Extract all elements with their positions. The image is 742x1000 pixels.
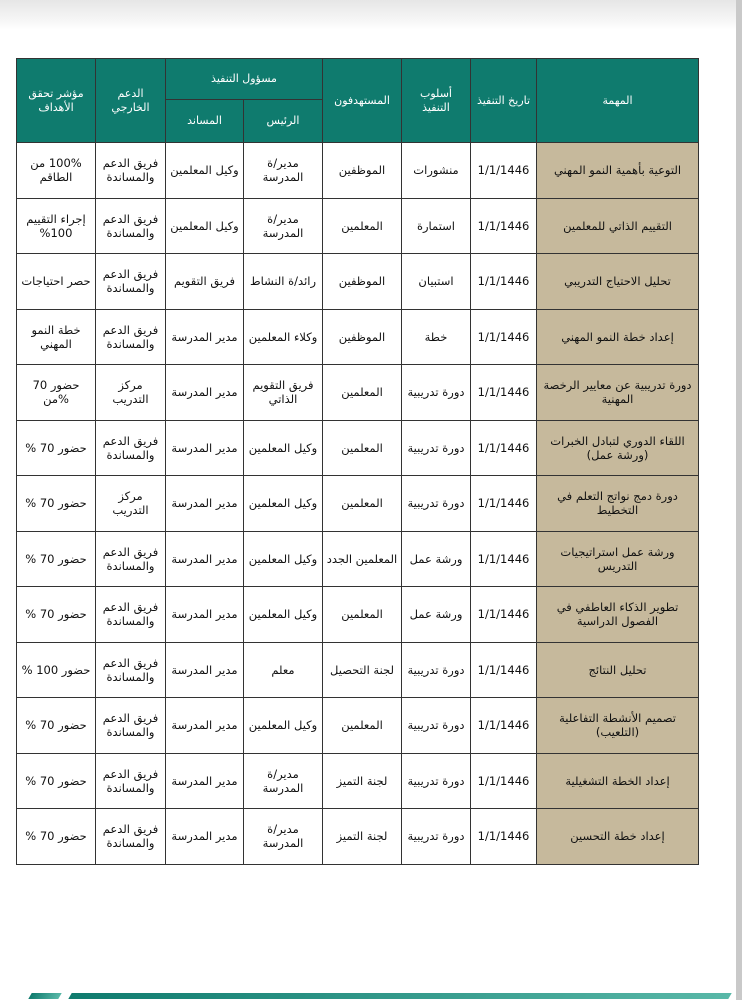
- method-cell: ورشة عمل: [402, 531, 471, 587]
- beneficiaries-cell: المعلمين: [323, 198, 402, 254]
- support-cell: فريق الدعم والمساندة: [96, 809, 166, 865]
- beneficiaries-cell: الموظفين: [323, 309, 402, 365]
- header-assistant: المساند: [166, 100, 244, 143]
- main-responsible-cell: وكيل المعلمين: [244, 420, 323, 476]
- support-cell: مركز التدريب: [96, 365, 166, 421]
- header-date: تاريخ التنفيذ: [471, 59, 537, 143]
- task-cell: التقييم الذاتي للمعلمين: [537, 198, 699, 254]
- beneficiaries-cell: لجنة التحصيل: [323, 642, 402, 698]
- task-cell: تصميم الأنشطة التفاعلية (التلعيب): [537, 698, 699, 754]
- date-cell: 1/1/1446: [471, 642, 537, 698]
- task-cell: إعداد خطة النمو المهني: [537, 309, 699, 365]
- date-cell: 1/1/1446: [471, 254, 537, 310]
- method-cell: خطة: [402, 309, 471, 365]
- beneficiaries-cell: المعلمين: [323, 365, 402, 421]
- header-indicator: مؤشر تحقق الأهداف: [17, 59, 96, 143]
- method-cell: دورة تدريبية: [402, 420, 471, 476]
- table-row: [17, 254, 699, 310]
- main-responsible-cell: معلم: [244, 642, 323, 698]
- method-cell: دورة تدريبية: [402, 809, 471, 865]
- beneficiaries-cell: المعلمين: [323, 476, 402, 532]
- task-cell: ورشة عمل استراتيجيات التدريس: [537, 531, 699, 587]
- main-responsible-cell: وكلاء المعلمين: [244, 309, 323, 365]
- date-cell: 1/1/1446: [471, 753, 537, 809]
- method-cell: دورة تدريبية: [402, 476, 471, 532]
- header-method: أسلوب التنفيذ: [402, 59, 471, 143]
- footer-decoration: [0, 990, 742, 1000]
- indicator-cell: حضور 70 %: [17, 531, 96, 587]
- date-cell: 1/1/1446: [471, 531, 537, 587]
- table-row: [17, 698, 699, 754]
- beneficiaries-cell: الموظفين: [323, 143, 402, 199]
- main-responsible-cell: فريق التقويم الذاتي: [244, 365, 323, 421]
- support-cell: فريق الدعم والمساندة: [96, 309, 166, 365]
- assistant-cell: مدير المدرسة: [166, 365, 244, 421]
- support-cell: مركز التدريب: [96, 476, 166, 532]
- table-row: [17, 476, 699, 532]
- main-responsible-cell: مدير/ة المدرسة: [244, 753, 323, 809]
- indicator-cell: حصر احتياجات: [17, 254, 96, 310]
- indicator-cell: حضور 70 %: [17, 476, 96, 532]
- support-cell: فريق الدعم والمساندة: [96, 698, 166, 754]
- indicator-cell: حضور 70 %: [17, 809, 96, 865]
- page-top-band: [0, 0, 742, 30]
- table-row: [17, 143, 699, 199]
- assistant-cell: وكيل المعلمين: [166, 143, 244, 199]
- assistant-cell: مدير المدرسة: [166, 531, 244, 587]
- table-row: [17, 753, 699, 809]
- beneficiaries-cell: المعلمين: [323, 698, 402, 754]
- header-row-1: [17, 59, 699, 100]
- table-row: [17, 420, 699, 476]
- table-row: [17, 198, 699, 254]
- assistant-cell: مدير المدرسة: [166, 476, 244, 532]
- support-cell: فريق الدعم والمساندة: [96, 254, 166, 310]
- task-cell: دورة تدريبية عن معايير الرخصة المهنية: [537, 365, 699, 421]
- date-cell: 1/1/1446: [471, 420, 537, 476]
- assistant-cell: مدير المدرسة: [166, 753, 244, 809]
- task-cell: التوعية بأهمية النمو المهني: [537, 143, 699, 199]
- beneficiaries-cell: لجنة التميز: [323, 809, 402, 865]
- date-cell: 1/1/1446: [471, 698, 537, 754]
- table-row: [17, 642, 699, 698]
- assistant-cell: مدير المدرسة: [166, 587, 244, 643]
- table-row: [17, 309, 699, 365]
- date-cell: 1/1/1446: [471, 198, 537, 254]
- beneficiaries-cell: المعلمين: [323, 420, 402, 476]
- indicator-cell: 100% من الطاقم: [17, 143, 96, 199]
- indicator-cell: حضور 70 %: [17, 753, 96, 809]
- task-cell: إعداد الخطة التشغيلية: [537, 753, 699, 809]
- beneficiaries-cell: المعلمين الجدد: [323, 531, 402, 587]
- header-beneficiaries: المستهدفون: [323, 59, 402, 143]
- method-cell: استمارة: [402, 198, 471, 254]
- assistant-cell: مدير المدرسة: [166, 642, 244, 698]
- date-cell: 1/1/1446: [471, 476, 537, 532]
- professional-growth-plan-table: [16, 58, 699, 865]
- main-responsible-cell: مدير/ة المدرسة: [244, 198, 323, 254]
- main-responsible-cell: مدير/ة المدرسة: [244, 143, 323, 199]
- task-cell: تحليل النتائج: [537, 642, 699, 698]
- main-responsible-cell: وكيل المعلمين: [244, 531, 323, 587]
- main-responsible-cell: رائد/ة النشاط: [244, 254, 323, 310]
- task-cell: تحليل الاحتياج التدريبي: [537, 254, 699, 310]
- support-cell: فريق الدعم والمساندة: [96, 143, 166, 199]
- support-cell: فريق الدعم والمساندة: [96, 531, 166, 587]
- indicator-cell: حضور 70 %: [17, 698, 96, 754]
- indicator-cell: حضور 70 %: [17, 587, 96, 643]
- table-row: [17, 809, 699, 865]
- date-cell: 1/1/1446: [471, 587, 537, 643]
- indicator-cell: حضور 70 %من: [17, 365, 96, 421]
- task-cell: تطوير الذكاء العاطفي في الفصول الدراسية: [537, 587, 699, 643]
- date-cell: 1/1/1446: [471, 143, 537, 199]
- main-responsible-cell: وكيل المعلمين: [244, 698, 323, 754]
- beneficiaries-cell: المعلمين: [323, 587, 402, 643]
- indicator-cell: إجراء التقييم 100%: [17, 198, 96, 254]
- method-cell: ورشة عمل: [402, 587, 471, 643]
- assistant-cell: فريق التقويم: [166, 254, 244, 310]
- assistant-cell: وكيل المعلمين: [166, 198, 244, 254]
- indicator-cell: حضور 70 %: [17, 420, 96, 476]
- method-cell: استبيان: [402, 254, 471, 310]
- assistant-cell: مدير المدرسة: [166, 809, 244, 865]
- task-cell: دورة دمج نواتج التعلم في التخطيط: [537, 476, 699, 532]
- support-cell: فريق الدعم والمساندة: [96, 198, 166, 254]
- support-cell: فريق الدعم والمساندة: [96, 587, 166, 643]
- main-responsible-cell: وكيل المعلمين: [244, 476, 323, 532]
- method-cell: دورة تدريبية: [402, 753, 471, 809]
- table-body: [17, 143, 699, 865]
- table-row: [17, 587, 699, 643]
- header-responsible: مسؤول التنفيذ: [166, 59, 323, 100]
- assistant-cell: مدير المدرسة: [166, 698, 244, 754]
- assistant-cell: مدير المدرسة: [166, 309, 244, 365]
- method-cell: دورة تدريبية: [402, 698, 471, 754]
- table-row: [17, 531, 699, 587]
- method-cell: منشورات: [402, 143, 471, 199]
- beneficiaries-cell: الموظفين: [323, 254, 402, 310]
- task-cell: اللقاء الدوري لتبادل الخبرات (ورشة عمل): [537, 420, 699, 476]
- beneficiaries-cell: لجنة التميز: [323, 753, 402, 809]
- support-cell: فريق الدعم والمساندة: [96, 642, 166, 698]
- method-cell: دورة تدريبية: [402, 365, 471, 421]
- main-responsible-cell: وكيل المعلمين: [244, 587, 323, 643]
- assistant-cell: مدير المدرسة: [166, 420, 244, 476]
- header-main: الرئيس: [244, 100, 323, 143]
- header-task: المهمة: [537, 59, 699, 143]
- date-cell: 1/1/1446: [471, 309, 537, 365]
- method-cell: دورة تدريبية: [402, 642, 471, 698]
- main-responsible-cell: مدير/ة المدرسة: [244, 809, 323, 865]
- support-cell: فريق الدعم والمساندة: [96, 420, 166, 476]
- date-cell: 1/1/1446: [471, 365, 537, 421]
- indicator-cell: حضور 100 %: [17, 642, 96, 698]
- header-support: الدعم الخارجي: [96, 59, 166, 143]
- support-cell: فريق الدعم والمساندة: [96, 753, 166, 809]
- task-cell: إعداد خطة التحسين: [537, 809, 699, 865]
- date-cell: 1/1/1446: [471, 809, 537, 865]
- table-row: [17, 365, 699, 421]
- indicator-cell: خطة النمو المهني: [17, 309, 96, 365]
